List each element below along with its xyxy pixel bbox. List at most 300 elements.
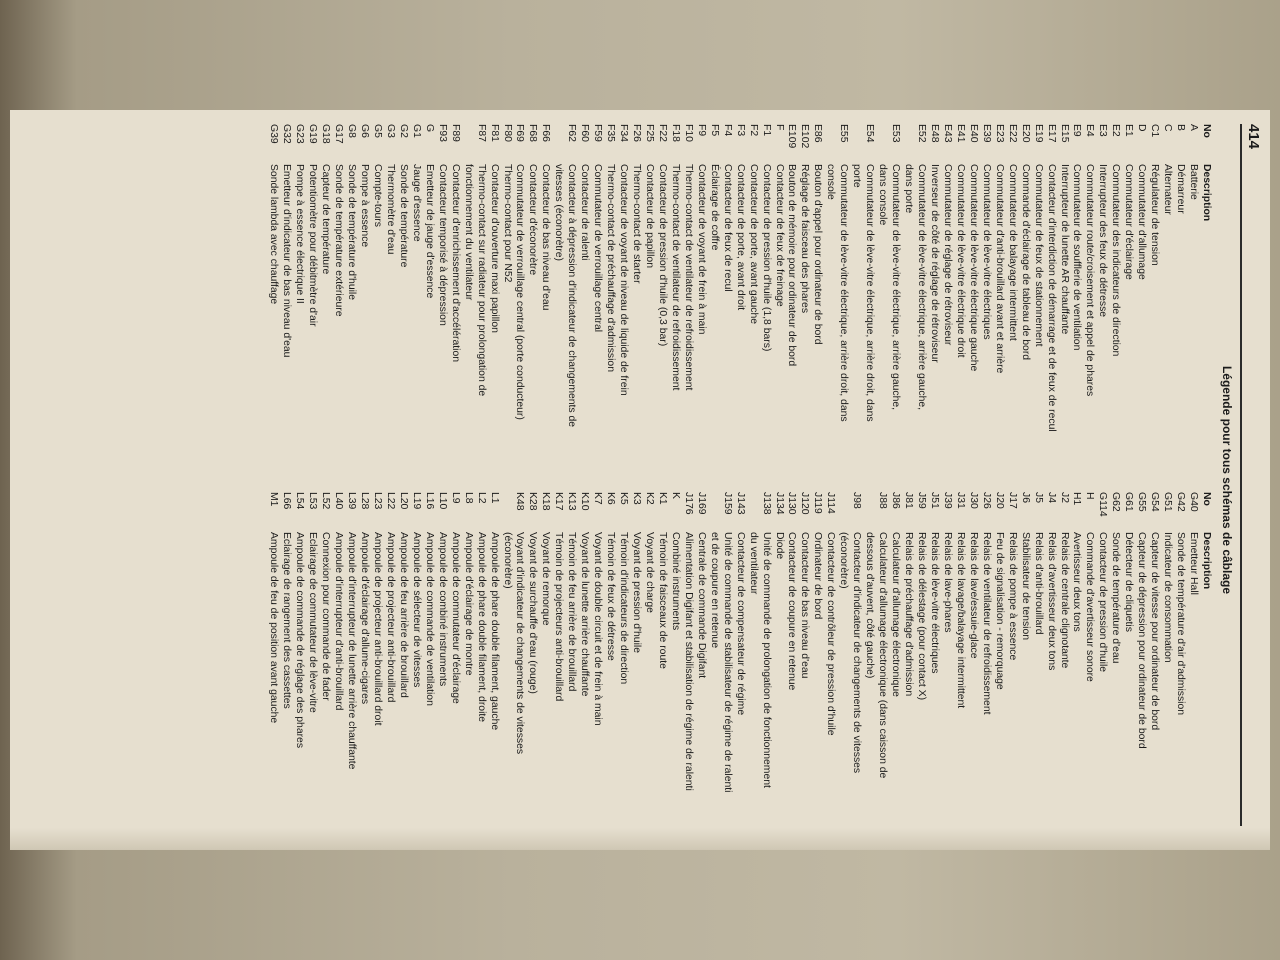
legend-description: Relais de préchauffage d'admission [903, 532, 915, 697]
legend-row [331, 124, 344, 474]
legend-code: E55 [838, 124, 850, 143]
legend-description: Témoin de projecteurs anti-brouillard [553, 532, 565, 702]
legend-code: E2 [1110, 124, 1122, 137]
legend-description: Capteur de dépression pour ordinateur de bord [1136, 532, 1148, 749]
legend-description: Calculateur d'allumage électronique [890, 532, 902, 697]
legend-row [590, 124, 603, 474]
legend-description: Calculateur d'allumage électronique (dans caisson de [877, 532, 889, 779]
legend-description: Contacteur de voyant de niveau de liquide de frein [618, 164, 630, 396]
legend-description: Commande d'éclairage de tableau de bord [1019, 164, 1031, 361]
legend-description: Contacteur à dépression d'indicateur de changements de [566, 164, 578, 428]
legend-description: Commutateur de lève-vitre électrique, arrière droit, dans [838, 164, 850, 422]
legend-description: Diode [773, 532, 785, 560]
legend-code: E48 [928, 124, 940, 143]
legend-description: Commutateur de feux de stationnement [1032, 164, 1044, 347]
legend-description: Ampoule d'éclairage d'allume-cigares [359, 532, 371, 705]
legend-row [513, 124, 526, 474]
legend-code: F10 [682, 124, 694, 142]
legend-code: K7 [592, 492, 604, 505]
legend-row [746, 492, 759, 834]
legend-description: Commutateur de lève-vitre électrique, arrière gauche, [890, 164, 902, 411]
legend-row [785, 492, 798, 834]
legend-description: Contacteur d'interdiction de démarrage et de feux de recul [1045, 164, 1057, 432]
legend-row [966, 492, 979, 834]
legend-row [461, 492, 474, 834]
legend-description: Contacteur de porte, avant droit [734, 164, 746, 311]
legend-code: J59 [916, 492, 928, 509]
legend-description: Ampoule de projecteur anti-brouillard [384, 532, 396, 703]
legend-code: G55 [1136, 492, 1148, 512]
legend-code: F18 [669, 124, 681, 142]
legend-code: J31 [954, 492, 966, 509]
legend-code: F5 [708, 124, 720, 137]
legend-code: E86 [812, 124, 824, 143]
legend-description: Ampoule de feu arrière de brouillard [397, 532, 409, 698]
legend-code: G8 [346, 124, 358, 138]
legend-row [1121, 492, 1134, 834]
legend-row [901, 124, 914, 474]
legend-row [344, 492, 357, 834]
legend-code: L1 [488, 492, 500, 504]
legend-row [888, 124, 901, 474]
legend-row [409, 124, 422, 474]
legend-row [1018, 124, 1031, 474]
legend-row [1121, 124, 1134, 474]
legend-row [927, 492, 940, 834]
legend-description: (éconorètre) [501, 532, 513, 589]
legend-description: Relais d'avertisseur deux tons [1045, 532, 1057, 671]
legend-code: A [1188, 124, 1200, 131]
legend-description: dans console [877, 164, 889, 226]
legend-code: J119 [812, 492, 824, 514]
legend-row [798, 124, 811, 474]
legend-row [474, 492, 487, 834]
legend-description: Relais de lavage/balayage intermittent [954, 532, 966, 709]
legend-row [849, 124, 862, 474]
legend-description: Commutateur d'allumage [1136, 164, 1148, 280]
legend-description: Commutateur de lève-vitre électrique, arrière gauche, [916, 164, 928, 411]
legend-description: Relais de centrale clignotante [1058, 532, 1070, 669]
legend-description: Commutateur des indicateurs de direction [1110, 164, 1122, 357]
legend-row [823, 492, 836, 834]
legend-row [888, 492, 901, 834]
legend-code: J120 [799, 492, 811, 515]
legend-code: E19 [1032, 124, 1044, 143]
legend-code: E1 [1123, 124, 1135, 137]
legend-row [1005, 124, 1018, 474]
legend-description: Ampoule de commande de réglage des phares [294, 532, 306, 749]
legend-description: Régulateur de tension [1149, 164, 1161, 266]
legend-code: L10 [436, 492, 448, 510]
legend-description: Relais d'anti-brouillard [1032, 532, 1044, 635]
legend-code: F69 [514, 124, 526, 142]
legend-description: Commutateur route/croisement et appel de phares [1084, 164, 1096, 397]
legend-code: E4 [1084, 124, 1096, 137]
legend-row [668, 124, 681, 474]
legend-row [1160, 124, 1173, 474]
legend-code: E3 [1097, 124, 1109, 137]
legend-code: G32 [281, 124, 293, 144]
legend-code: F59 [592, 124, 604, 142]
legend-description: Emetteur de jauge d'essence [423, 164, 435, 299]
legend-row [564, 124, 577, 474]
legend-code: F4 [721, 124, 733, 137]
legend-row [357, 492, 370, 834]
legend-description: Contacteur de contrôleur de pression d'huile [825, 532, 837, 736]
legend-row [707, 492, 720, 834]
legend-code: J176 [682, 492, 694, 515]
legend-row [810, 124, 823, 474]
legend-code: K10 [579, 492, 591, 511]
legend-description: Indicateur de consommation [1162, 532, 1174, 663]
legend-row [344, 124, 357, 474]
legend-description: Relais de lève-vitre électriques [928, 532, 940, 674]
legend-row [370, 492, 383, 834]
legend-code: K1 [656, 492, 668, 505]
legend-row [525, 124, 538, 474]
legend-row [590, 492, 603, 834]
column-header [1199, 492, 1212, 834]
legend-row [953, 124, 966, 474]
legend-row [1057, 124, 1070, 474]
legend-code: G42 [1175, 492, 1187, 512]
page-edge [10, 828, 1270, 850]
legend-row [266, 124, 279, 474]
legend-code: F9 [695, 124, 707, 137]
legend-code [746, 492, 759, 532]
legend-code: E20 [1019, 124, 1031, 143]
legend-code: L23 [372, 492, 383, 510]
legend-code: D [1136, 124, 1148, 132]
legend-code: B [1175, 124, 1187, 131]
legend-code: F62 [566, 124, 578, 142]
legend-description: Témoin de feu arrière de brouillard [566, 532, 578, 692]
legend-row [1082, 492, 1095, 834]
legend-code: F93 [436, 124, 448, 142]
legend-row [551, 492, 564, 834]
legend-description: Relais de ventilateur de refroidissement [980, 532, 992, 715]
legend-description: Témoin d'indicateurs de direction [618, 532, 630, 685]
legend-code: E52 [916, 124, 928, 143]
legend-description: Voyant de pression d'huile [631, 532, 643, 653]
legend-description: (éconorètre) [838, 532, 850, 589]
legend-description: Contacteur de bas niveau d'eau [799, 532, 811, 679]
legend-row [992, 124, 1005, 474]
legend-row [823, 124, 836, 474]
page-number: 414 [1245, 124, 1262, 150]
legend-code: L16 [423, 492, 435, 510]
legend-description: Contacteur de bas niveau d'eau [540, 164, 552, 311]
legend-row [318, 492, 331, 834]
legend-description: Témoin de feux de détresse [605, 532, 617, 661]
legend-description: Contacteur de ralenti [579, 164, 591, 261]
legend-code [823, 124, 836, 164]
header-no: No [1201, 492, 1212, 506]
legend-code: C [1162, 124, 1174, 132]
legend-description: Capteur de vitesse pour ordinateur de bord [1149, 532, 1161, 731]
legend-code: G51 [1162, 492, 1174, 512]
legend-code: G54 [1149, 492, 1161, 512]
legend-row [1095, 492, 1108, 834]
legend-code: M1 [268, 492, 280, 507]
legend-code: J39 [941, 492, 953, 509]
legend-code: E22 [1006, 124, 1018, 143]
legend-description: Pompe à essence électrique II [294, 164, 306, 304]
legend-code: J20 [993, 492, 1005, 509]
legend-row [694, 492, 707, 834]
legend-row [914, 124, 927, 474]
legend-row [720, 492, 733, 834]
legend-row [1134, 124, 1147, 474]
legend-row [383, 124, 396, 474]
legend-row [979, 492, 992, 834]
legend-row [292, 492, 305, 834]
legend-description: Commutateur de balayage intermittent [1006, 164, 1018, 341]
legend-code: L39 [346, 492, 358, 510]
legend-row [1134, 492, 1147, 834]
legend-row [1044, 492, 1057, 834]
legend-code [836, 492, 849, 532]
legend-description: porte [851, 164, 863, 188]
legend-row [629, 124, 642, 474]
legend-code: L8 [462, 492, 474, 504]
legend-row [849, 492, 862, 834]
legend-code: F66 [540, 124, 552, 142]
legend-code: E102 [799, 124, 811, 149]
legend-row [1005, 492, 1018, 834]
legend-code: L9 [449, 492, 461, 504]
legend-row [1018, 492, 1031, 834]
legend-code: J88 [877, 492, 889, 509]
legend-description: Ampoule d'interrupteur de lunette arrière chauffante [346, 532, 358, 770]
legend-description: Ampoule de commutateur d'éclairage [449, 532, 461, 704]
legend-row [1160, 492, 1173, 834]
legend-code: F26 [631, 124, 643, 142]
legend-row [875, 124, 888, 474]
legend-description: Voyant de double circuit et de frein à main [592, 532, 604, 726]
legend-code: E43 [941, 124, 953, 143]
legend-code: J51 [928, 492, 940, 509]
legend-row [396, 492, 409, 834]
legend-code: F60 [579, 124, 591, 142]
legend-code: K18 [540, 492, 552, 511]
legend-description: Ampoule de phare double filament, droite [475, 532, 487, 723]
legend-row [564, 492, 577, 834]
legend-description: Relais de lave-phares [941, 532, 953, 633]
legend-row [1147, 492, 1160, 834]
legend-row [448, 492, 461, 834]
legend-code [849, 124, 862, 164]
legend-description: Compte-tours [372, 164, 383, 227]
legend-code: J30 [967, 492, 979, 509]
legend-description: Ampoule de projecteur anti-brouillard droit [372, 532, 383, 726]
legend-code: L28 [359, 492, 371, 510]
legend-row [422, 492, 435, 834]
legend-code: E54 [864, 124, 876, 143]
legend-description: Inverseur de côté de réglage de rétroviseur [928, 164, 940, 363]
legend-description: Stabilisateur de tension [1019, 532, 1031, 641]
legend-code: E23 [993, 124, 1005, 143]
legend-description: Interrupteur des feux de détresse [1097, 164, 1109, 318]
legend-code: J134 [773, 492, 785, 515]
legend-row [785, 124, 798, 474]
header-description: Description [1201, 164, 1212, 222]
legend-row [616, 124, 629, 474]
legend-code: K2 [644, 492, 656, 505]
legend-rows-left [266, 124, 1199, 474]
legend-row [836, 492, 849, 834]
legend-row [500, 492, 513, 834]
legend-row [681, 492, 694, 834]
legend-row [1031, 492, 1044, 834]
legend-row [603, 124, 616, 474]
legend-code: G40 [1188, 492, 1200, 512]
legend-code: E9 [1071, 124, 1083, 137]
legend-row [1031, 124, 1044, 474]
legend-code [551, 124, 564, 164]
legend-description: vitesses (éconorètre) [553, 164, 565, 262]
legend-row [616, 492, 629, 834]
legend-code: G19 [307, 124, 319, 144]
legend-row [409, 492, 422, 834]
legend-code: F34 [618, 124, 630, 142]
legend-row [1070, 124, 1083, 474]
legend-description: Contacteur d'enrichissement d'accélération [449, 164, 461, 363]
legend-code [500, 492, 513, 532]
legend-description: Ampoule de sélecteur de vitesses [410, 532, 422, 688]
legend-code: K6 [605, 492, 617, 505]
legend-description: Ordinateur de bord [812, 532, 824, 620]
legend-code: J4 [1045, 492, 1057, 503]
legend-code: L20 [397, 492, 409, 510]
legend-row [1147, 124, 1160, 474]
legend-description: Commutateur de lève-vitre électrique, arrière droit, dans [864, 164, 876, 422]
legend-row [836, 124, 849, 474]
legend-description: Contacteur de papillon [644, 164, 656, 268]
legend-description: Thermo-contact de ventilateur de refroidissement [682, 164, 694, 391]
legend-row [940, 492, 953, 834]
legend-row [500, 124, 513, 474]
legend-code: J6 [1019, 492, 1031, 503]
legend-description: Sonde de température [397, 164, 409, 268]
legend-code [461, 124, 474, 164]
legend-code: G1 [410, 124, 422, 138]
legend-row [798, 492, 811, 834]
legend-column-left [266, 124, 1212, 474]
legend-row [279, 492, 292, 834]
legend-description: Commutateur de lève-vitre électrique droit [954, 164, 966, 358]
legend-description: dessous d'auvent, côté gauche) [864, 532, 876, 679]
legend-description: Ampoule de combiné instruments [436, 532, 448, 687]
legend-row [331, 492, 344, 834]
legend-code: G39 [268, 124, 280, 144]
legend-row [305, 492, 318, 834]
legend-row [733, 124, 746, 474]
legend-code: J114 [825, 492, 837, 514]
legend-row [862, 492, 875, 834]
legend-row [448, 124, 461, 474]
legend-description: Eclairage de rangement des cassettes [281, 532, 293, 709]
legend-code: L52 [320, 492, 332, 510]
legend-code: L2 [475, 492, 487, 504]
legend-code: J5 [1032, 492, 1044, 503]
legend-row [357, 124, 370, 474]
legend-description: Ampoule de phare double filament, gauche [488, 532, 500, 731]
legend-description: Thermomètre d'eau [384, 164, 396, 255]
legend-row [862, 124, 875, 474]
legend-code: J26 [980, 492, 992, 509]
legend-row [759, 124, 772, 474]
column-header [1199, 124, 1212, 474]
legend-code: F3 [734, 124, 746, 137]
legend-code: F22 [656, 124, 668, 142]
legend-description: Commande d'avertisseur sonore [1084, 532, 1096, 682]
legend-description: Unité de commande de stabilisateur de régime de ralenti [721, 532, 733, 793]
legend-code: E17 [1045, 124, 1057, 143]
legend-description: Sonde de température d'huile [346, 164, 358, 301]
legend-row [772, 492, 785, 834]
header-rule [1240, 124, 1242, 826]
legend-code: G18 [320, 124, 332, 144]
legend-row [461, 124, 474, 474]
legend-code: E39 [980, 124, 992, 143]
legend-row [629, 492, 642, 834]
legend-row [733, 492, 746, 834]
legend-row [720, 124, 733, 474]
legend-description: Sonde lambda avec chauffage [268, 164, 280, 305]
legend-description: Commutateur de verrouillage central (porte conducteur) [514, 164, 526, 420]
legend-row [1186, 492, 1199, 834]
legend-description: Potentiomètre pour débitmètre d'air [307, 164, 319, 327]
legend-description: Jauge d'essence [410, 164, 422, 242]
legend-description: Batterie [1188, 164, 1200, 200]
legend-description: Emetteur d'indicateur de bas niveau d'eau [281, 164, 293, 358]
legend-code: K48 [514, 492, 526, 511]
legend-row [681, 124, 694, 474]
legend-description: Contacteur de pression d'huile [1097, 532, 1109, 673]
legend-description: Bouton d'appel pour ordinateur de bord [812, 164, 824, 345]
legend-description: Voyant de surchauffe d'eau (rouge) [527, 532, 539, 694]
legend-code: K28 [527, 492, 539, 511]
legend-description: Relais de lave/essuie-glace [967, 532, 979, 659]
legend-code: G61 [1123, 492, 1135, 512]
legend-description: Centrale de commande Digifant [695, 532, 707, 679]
legend-description: Unité de commande de prolongation de fonctionnement [760, 532, 772, 788]
legend-code: F [773, 124, 785, 131]
legend-description: Combiné instruments [669, 532, 681, 631]
legend-row [642, 124, 655, 474]
legend-code: K3 [631, 492, 643, 505]
header-description: Description [1201, 532, 1212, 590]
legend-row [292, 124, 305, 474]
legend-description: du ventilateur [747, 532, 759, 595]
legend-code: F25 [644, 124, 656, 142]
legend-code: G [423, 124, 435, 133]
legend-description: Contacteur de pression d'huile (1,8 bars) [760, 164, 772, 352]
legend-description: Contacteur de coupure en retenue [786, 532, 798, 691]
legend-code: G114 [1097, 492, 1109, 517]
legend-row [655, 124, 668, 474]
legend-row [435, 492, 448, 834]
legend-row [435, 124, 448, 474]
legend-description: et de coupure en retenue [708, 532, 720, 649]
legend-description: Commutateur d'anti-brouillard avant et arrière [993, 164, 1005, 374]
legend-row [1044, 124, 1057, 474]
legend-row [642, 492, 655, 834]
legend-description: Détecteur de cliquetis [1123, 532, 1135, 632]
legend-rows-right [266, 492, 1199, 834]
legend-description: Contacteur d'éconorètre [527, 164, 539, 276]
